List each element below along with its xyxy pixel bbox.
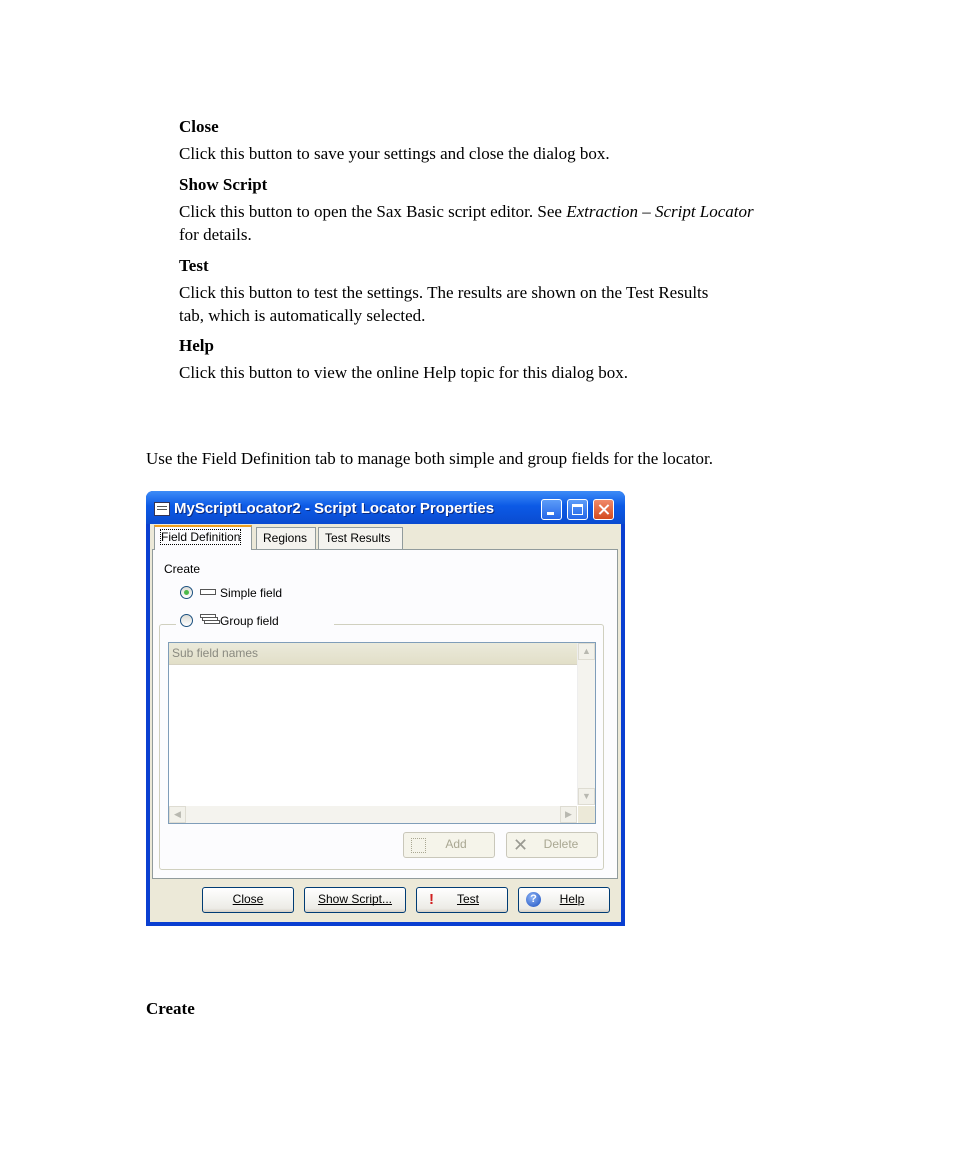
create-heading: Create xyxy=(146,999,195,1018)
script-locator-dialog xyxy=(146,491,625,926)
scroll-right-icon[interactable]: ▶ xyxy=(560,806,577,823)
window-app-icon xyxy=(154,502,170,516)
test-button[interactable]: ! Test xyxy=(416,887,508,913)
dialog-client-area xyxy=(150,524,621,922)
term-show-script: Show Script xyxy=(179,175,268,194)
desc-show-script: Click this button to open the Sax Basic script editor. See Extraction – Script Locator for details. xyxy=(179,202,754,244)
title-bar[interactable] xyxy=(146,491,625,524)
close-window-button[interactable] xyxy=(593,499,614,520)
help-question-icon: ? xyxy=(526,892,541,907)
xref-script-locator: Extraction – Script Locator xyxy=(566,202,754,221)
intro-paragraph: Use the Field Definition tab to manage both simple and group fields for the locator. xyxy=(146,449,714,468)
delete-x-icon: ✕ xyxy=(513,835,529,855)
scroll-left-icon[interactable]: ◀ xyxy=(169,806,186,823)
group-field-label[interactable]: Group field xyxy=(220,614,279,628)
simple-field-icon xyxy=(200,589,216,595)
simple-field-radio[interactable] xyxy=(180,586,193,599)
term-close: Close xyxy=(179,117,219,136)
term-help: Help xyxy=(179,336,214,355)
group-field-radio[interactable] xyxy=(180,614,193,627)
desc-test: Click this button to test the settings. The results are shown on the Test Results tab, which is automatically selected. xyxy=(179,283,709,325)
test-exclamation-icon: ! xyxy=(429,891,434,908)
delete-button[interactable]: ✕ Delete xyxy=(506,832,598,858)
scroll-corner xyxy=(578,806,595,823)
add-icon xyxy=(411,838,426,853)
vertical-scrollbar[interactable] xyxy=(577,643,595,805)
desc-close: Click this button to save your settings and close the dialog box. xyxy=(179,144,610,163)
window-title: MyScriptLocator2 - Script Locator Properties xyxy=(174,500,495,517)
group-field-icon xyxy=(200,614,216,625)
simple-field-label[interactable]: Simple field xyxy=(220,586,283,600)
help-button[interactable]: ? Help xyxy=(518,887,610,913)
list-column-header[interactable]: Sub field names xyxy=(169,643,577,665)
tab-field-definition[interactable]: Field Definition xyxy=(154,525,252,550)
tab-regions[interactable]: Regions xyxy=(256,527,316,549)
scroll-up-icon[interactable]: ▲ xyxy=(578,643,595,660)
term-test: Test xyxy=(179,256,209,275)
minimize-button[interactable] xyxy=(541,499,562,520)
close-button[interactable]: Close xyxy=(202,887,294,913)
tab-test-results[interactable]: Test Results xyxy=(318,527,403,549)
maximize-button[interactable] xyxy=(567,499,588,520)
add-button[interactable]: Add xyxy=(403,832,495,858)
sub-field-names-list[interactable] xyxy=(168,642,596,824)
horizontal-scrollbar[interactable] xyxy=(169,806,577,823)
show-script-button[interactable]: Show Script... xyxy=(304,887,406,913)
desc-help: Click this button to view the online Help topic for this dialog box. xyxy=(179,363,629,382)
scroll-down-icon[interactable]: ▼ xyxy=(578,788,595,805)
create-label: Create xyxy=(164,562,201,576)
